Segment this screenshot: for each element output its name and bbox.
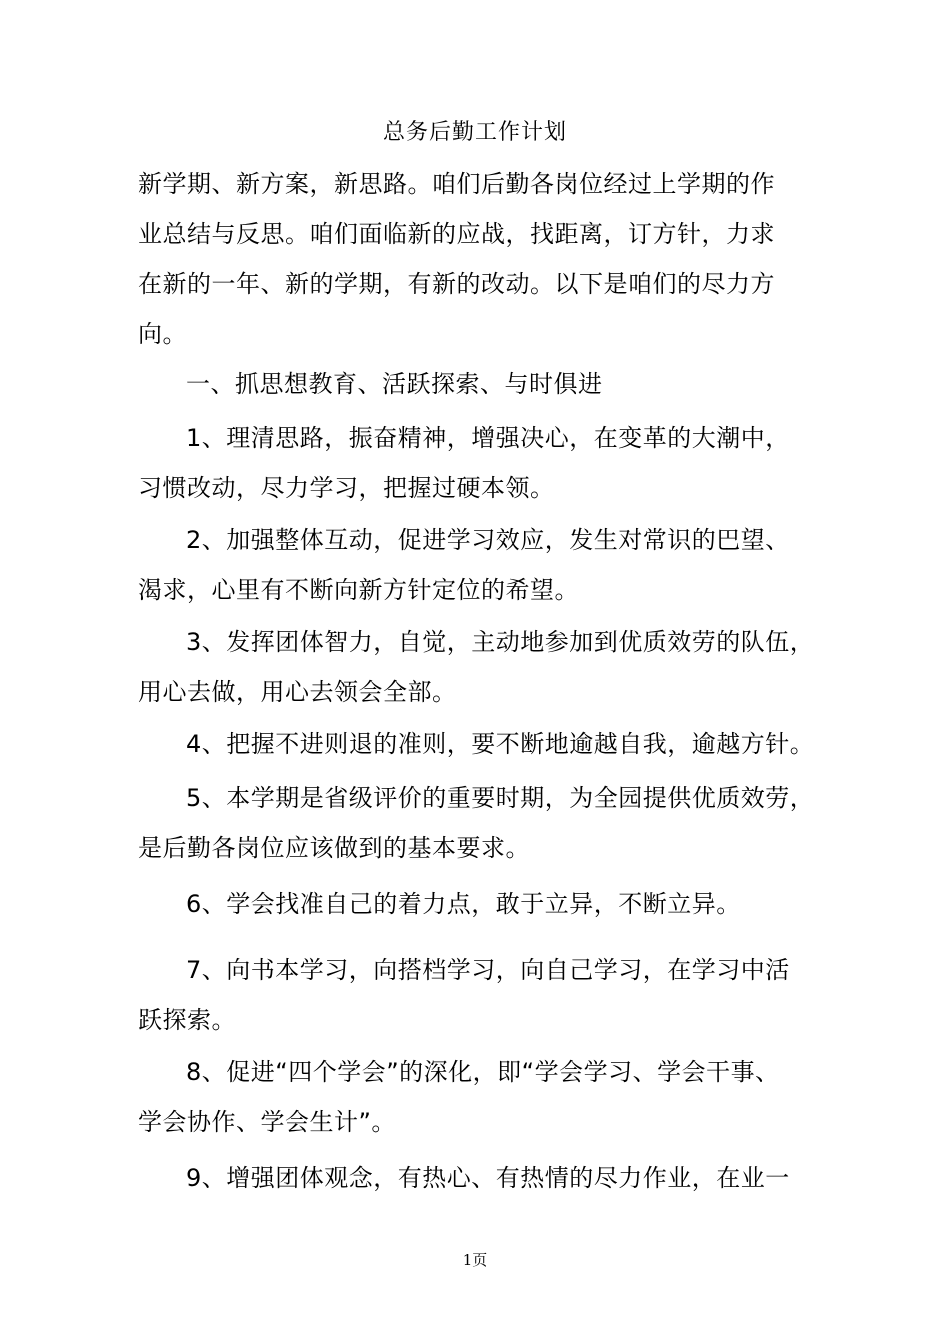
section-heading: 一、抓思想教育、活跃探索、与时俱进 (186, 370, 603, 398)
page-number: 1页 (462, 1251, 488, 1269)
list-item-line: 渴求，心里有不断向新方针定位的希望。 (138, 576, 579, 604)
paragraph-line: 在新的一年、新的学期，有新的改动。以下是咱们的尽力方 (138, 270, 775, 298)
paragraph-line: 向。 (138, 320, 187, 348)
list-item-line: 5、本学期是省级评价的重要时期，为全园提供优质效劳， (186, 784, 815, 812)
paragraph-line: 新学期、新方案，新思路。咱们后勤各岗位经过上学期的作 (138, 170, 775, 198)
list-item-line: 是后勤各岗位应该做到的基本要求。 (138, 834, 530, 862)
list-item-line: 习惯改动，尽力学习，把握过硬本领。 (138, 474, 555, 502)
list-item-line: 用心去做，用心去领会全部。 (138, 678, 457, 706)
list-item-line: 2、加强整体互动，促进学习效应，发生对常识的巴望、 (186, 526, 790, 554)
list-item-line: 9、增强团体观念，有热心、有热情的尽力作业，在业一 (186, 1164, 790, 1192)
list-item-line: 4、把握不进则退的准则，要不断地逾越自我，逾越方针。 (186, 730, 815, 758)
list-item-line: 3、发挥团体智力，自觉，主动地参加到优质效劳的队伍， (186, 628, 815, 656)
list-item-line: 1、理清思路，振奋精神，增强决心，在变革的大潮中， (186, 424, 790, 452)
list-item-line: 学会协作、学会生计”。 (138, 1108, 396, 1136)
list-item-line: 跃探索。 (138, 1006, 236, 1034)
list-item-line: 7、向书本学习，向搭档学习，向自己学习，在学习中活 (186, 956, 790, 984)
list-item-line: 6、学会找准自己的着力点，敢于立异，不断立异。 (186, 890, 741, 918)
list-item-line: 8、促进“四个学会”的深化，即“学会学习、学会干事、 (186, 1058, 780, 1086)
document-title: 总务后勤工作计划 (382, 120, 567, 145)
paragraph-line: 业总结与反思。咱们面临新的应战，找距离，订方针，力求 (138, 220, 775, 248)
